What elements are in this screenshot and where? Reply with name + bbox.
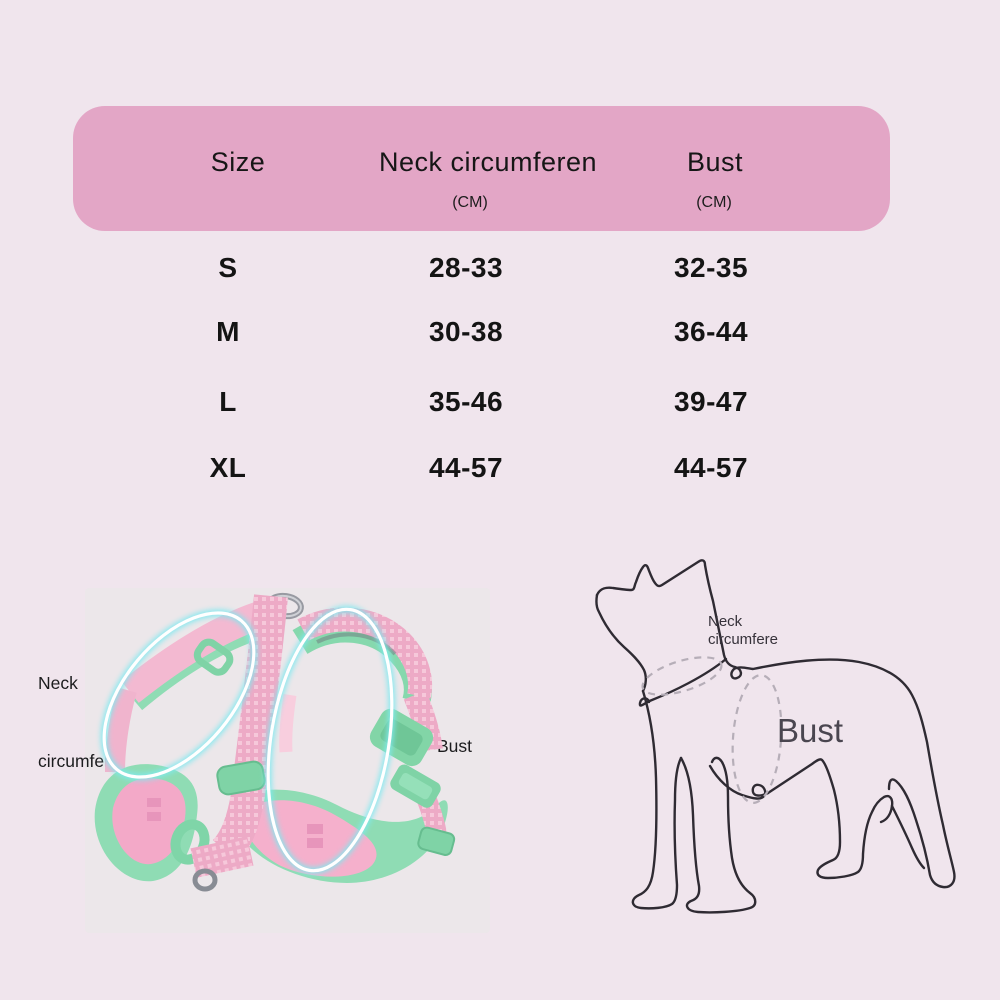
bust-value: 32-35: [673, 252, 749, 283]
dog-measure-dashes: [638, 650, 785, 805]
size-value: XL: [209, 452, 247, 483]
dog-outline: [596, 560, 954, 912]
harness-bust-label: Bust: [437, 736, 473, 756]
table-row-s: [0, 252, 1000, 286]
bust-value: 36-44: [673, 316, 749, 347]
left-chest-pad: [95, 764, 210, 881]
dog-bust-label: Bust: [777, 712, 844, 749]
dog-neck-label-line1: Neck: [708, 613, 743, 630]
size-value: L: [219, 386, 237, 417]
harness-neck-label-line2: circumfere: [38, 751, 120, 771]
bust-value: 39-47: [673, 386, 749, 417]
column-header-bust: Bust: [686, 147, 744, 177]
table-row-xl: [0, 452, 1000, 486]
bust-value: 44-57: [673, 452, 749, 483]
neck-value: 35-46: [428, 386, 504, 417]
size-value: S: [218, 252, 238, 283]
table-row-m: [0, 316, 1000, 350]
bust-unit-label: (CM): [696, 194, 732, 211]
harness-neck-label-line1: Neck: [38, 673, 78, 693]
neck-value: 28-33: [428, 252, 504, 283]
dog-sketch: [555, 545, 1000, 955]
neck-value: 30-38: [428, 316, 504, 347]
neck-unit-label: (CM): [452, 194, 488, 211]
table-row-l: [0, 386, 1000, 420]
dog-neck-label-line2: circumfere: [708, 631, 779, 648]
size-value: M: [216, 316, 240, 347]
neck-value: 44-57: [428, 452, 504, 483]
column-header-size: Size: [210, 147, 266, 177]
column-header-neck: Neck circumferen: [378, 147, 598, 177]
dog-neck-dashed-ellipse: [638, 650, 725, 703]
size-chart-header-bar: [73, 106, 890, 231]
harness-photo: [85, 580, 505, 940]
